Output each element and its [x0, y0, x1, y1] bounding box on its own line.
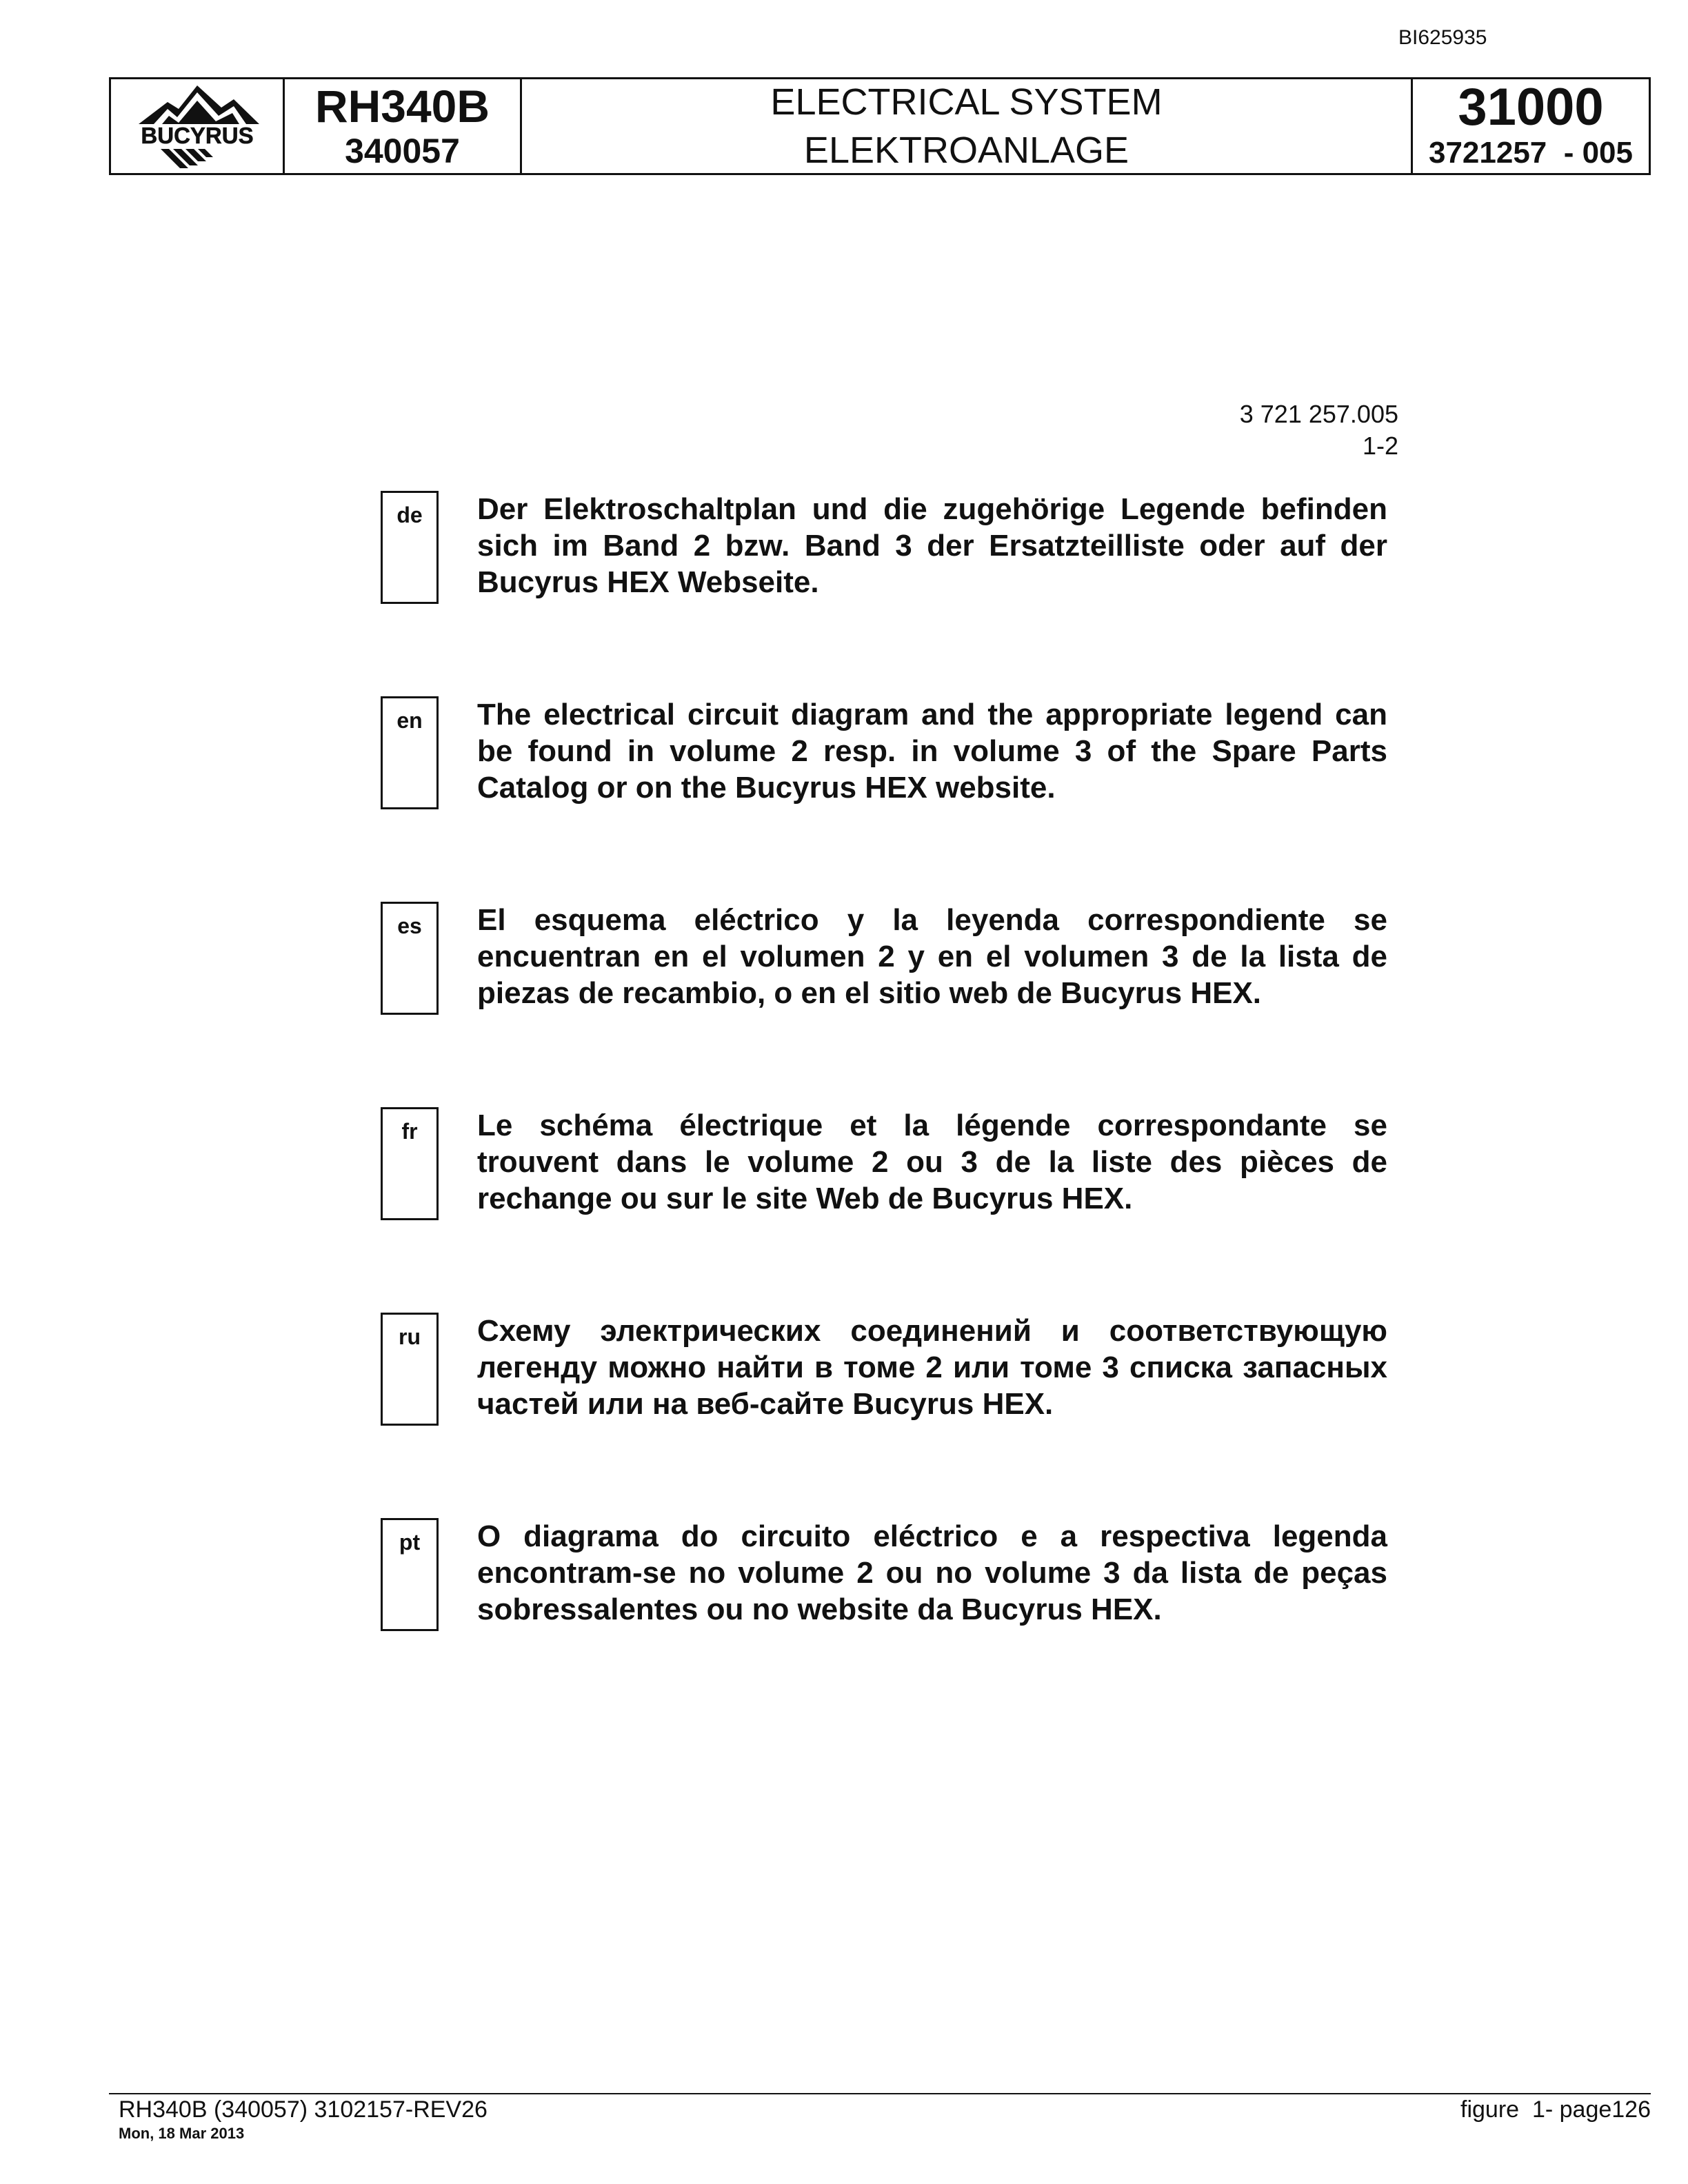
model-cell — [285, 79, 522, 173]
footer-date: Mon, 18 Mar 2013 — [119, 2125, 245, 2142]
group-cell — [1413, 79, 1649, 173]
serial-number: 340057 — [345, 132, 460, 170]
footer-page-ref: figure 1- page126 — [1460, 2096, 1651, 2123]
language-code-box: fr — [381, 1107, 439, 1220]
title-block — [109, 77, 1651, 175]
section-text: El esquema eléctrico y la leyenda correspondiente se encuentran en el volumen 2 y en el volumen 3 de la lista de piezas de recambio, o en el sitio web de Bucyrus HEX. — [477, 903, 1387, 1010]
language-code-box: es — [381, 902, 439, 1015]
section-fr — [381, 1107, 1387, 1224]
section-de — [381, 491, 1387, 608]
section-text: Схему электрических соединений и соответствующую легенду можно найти в томе 2 или томе 3 списка запасных частей или на веб-сайте Bucyrus HEX. — [477, 1314, 1387, 1421]
document-id: BI625935 — [1398, 26, 1487, 49]
bucyrus-logo — [111, 79, 285, 173]
section-en — [381, 696, 1387, 813]
footer-document-ref: RH340B (340057) 3102157-REV26 — [119, 2096, 488, 2123]
reference-page: 1-2 — [1362, 432, 1398, 460]
reference-number: 3 721 257.005 — [1239, 400, 1398, 428]
language-code-box: en — [381, 696, 439, 809]
footer-divider — [109, 2093, 1651, 2094]
language-code-box: pt — [381, 1518, 439, 1631]
group-number: 31000 — [1458, 78, 1604, 136]
title-cell — [522, 79, 1413, 173]
reference-block — [1240, 398, 1398, 462]
part-number: 3721257 - 005 — [1428, 136, 1634, 170]
section-text: Le schéma électrique et la légende correspondante se trouvent dans le volume 2 ou 3 de la liste des pièces de rechange ou sur le site Web de Bucyrus HEX. — [477, 1109, 1387, 1215]
section-ru — [381, 1313, 1387, 1430]
section-pt — [381, 1518, 1387, 1635]
section-text: O diagrama do circuito eléctrico e a respectiva legenda encontram-se no volume 2 ou no volume 3 da lista de peças sobressalentes ou no website da Bucyrus HEX. — [477, 1519, 1387, 1626]
bucyrus-logo-icon — [118, 81, 277, 171]
section-es — [381, 902, 1387, 1019]
language-code-box: ru — [381, 1313, 439, 1426]
title-german: ELEKTROANLAGE — [803, 130, 1129, 171]
logo-wordmark: BUCYRUS — [140, 123, 254, 148]
model-name: RH340B — [314, 81, 490, 132]
language-code-box: de — [381, 491, 439, 604]
section-text: The electrical circuit diagram and the appropriate legend can be found in volume 2 resp. in volume 3 of the Spare Parts Catalog or on the Bucyrus HEX website. — [477, 698, 1387, 805]
section-text: Der Elektroschaltplan und die zugehörige Legende befinden sich im Band 2 bzw. Band 3 der Ersatzteilliste oder auf der Bucyrus HEX Webseite. — [477, 492, 1387, 599]
title-english: ELECTRICAL SYSTEM — [770, 81, 1163, 123]
